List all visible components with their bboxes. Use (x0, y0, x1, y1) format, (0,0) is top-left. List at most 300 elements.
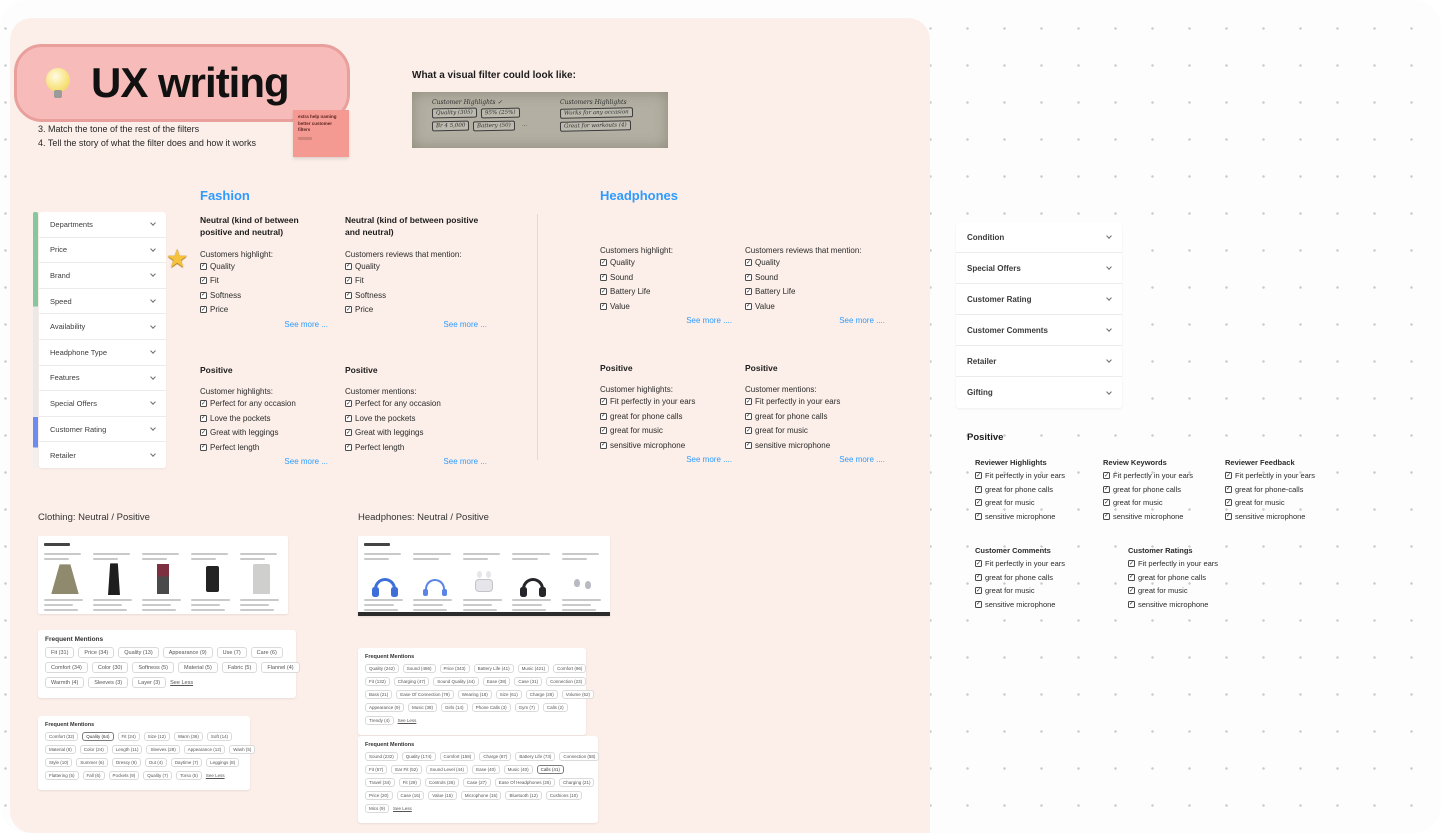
mention-tag[interactable]: Softness (5) (132, 662, 174, 673)
product-price-line (562, 599, 601, 601)
mention-tag[interactable]: Sleeves (3) (88, 677, 128, 688)
tag-row (365, 716, 579, 725)
see-less-link[interactable]: See Less (393, 806, 412, 811)
filter-menu-label: Availability (50, 322, 86, 332)
filter-menu-label: Condition (967, 232, 1005, 242)
filter-checkbox[interactable] (345, 414, 487, 423)
mention-tag[interactable]: Soft (14) (207, 732, 232, 741)
filter-checkbox[interactable] (1103, 471, 1225, 480)
checkbox-checked-icon: ✓ (345, 444, 352, 451)
mention-tag[interactable]: Out (4) (145, 758, 167, 767)
checkbox-checked-icon: ✓ (345, 306, 352, 313)
product-title-line (240, 558, 265, 560)
chevron-down-icon (150, 451, 156, 457)
mention-tag[interactable]: Size (61) (496, 690, 522, 699)
left-filter-menu (39, 212, 166, 468)
mention-tag[interactable]: Color (24) (80, 745, 108, 754)
product-card[interactable] (240, 551, 282, 613)
product-onear-image (425, 579, 445, 590)
filter-checkbox[interactable] (975, 586, 1097, 595)
see-less-link[interactable]: See Less (170, 679, 194, 686)
mention-tag[interactable]: Charge (87) (479, 752, 511, 761)
mention-tag[interactable]: Phone Calls (3) (472, 703, 511, 712)
sketch-tag: Quality (305) (432, 108, 477, 119)
filter-checkbox[interactable] (1128, 586, 1250, 595)
mention-tag[interactable]: Color (30) (92, 662, 128, 673)
mention-tag[interactable]: Quality (174) (402, 752, 436, 761)
mention-tag[interactable]: Cushions (10) (546, 791, 582, 800)
mention-tag[interactable]: Warm (36) (174, 732, 203, 741)
product-meta-line (191, 609, 225, 611)
chevron-down-icon (1106, 264, 1112, 270)
filter-checkbox[interactable] (345, 399, 487, 408)
mention-tag[interactable]: Case (16) (397, 791, 425, 800)
filter-menu-item[interactable] (956, 253, 1122, 284)
product-row (44, 551, 282, 613)
mention-tag[interactable]: Music (38) (408, 703, 437, 712)
checkbox-checked-icon: ✓ (975, 574, 982, 580)
filter-menu-label: Customer Rating (967, 294, 1032, 304)
mention-tag[interactable]: Fit (57) (365, 765, 387, 774)
product-title-line (512, 558, 537, 560)
mention-tag[interactable]: Use (7) (217, 647, 247, 658)
sticky-note[interactable] (293, 110, 349, 157)
mention-tag[interactable]: Bluetooth (12) (505, 791, 541, 800)
mention-tag[interactable]: Fit (132) (365, 677, 390, 686)
product-card[interactable] (142, 551, 184, 613)
right-filter-menu (956, 222, 1122, 408)
mention-tag[interactable]: Trendy (4) (365, 716, 394, 725)
mention-tag[interactable]: Calls (2) (543, 703, 568, 712)
checkbox-label: Fit perfectly in your ears (755, 397, 841, 407)
see-more-link[interactable]: See more .... (839, 316, 885, 325)
filter-checkbox[interactable] (975, 512, 1097, 521)
filter-checkbox[interactable] (200, 291, 328, 300)
mention-tag[interactable]: Ease (38) (483, 677, 511, 686)
checkbox-label: sensitive microphone (1138, 599, 1209, 609)
filter-checkbox[interactable] (345, 305, 487, 314)
filter-checkbox[interactable] (600, 302, 732, 311)
filter-checkbox[interactable] (975, 485, 1097, 494)
mention-tag[interactable]: Comfort (32) (45, 732, 78, 741)
checkbox-checked-icon: ✓ (600, 303, 607, 309)
mentions-title: Frequent Mentions (365, 654, 415, 660)
checkbox-checked-icon: ✓ (600, 427, 607, 434)
checkbox-checked-icon: ✓ (200, 444, 207, 451)
filter-checkbox[interactable] (600, 397, 732, 406)
product-title-line (191, 558, 216, 560)
checkbox-label: Fit perfectly in your ears (1235, 471, 1316, 480)
checkbox-checked-icon: ✓ (1225, 513, 1232, 519)
filter-menu-label: Customer Comments (967, 325, 1048, 335)
filter-checkbox[interactable] (600, 441, 732, 450)
mention-tag[interactable]: Connection (58) (559, 752, 599, 761)
tag-row (365, 703, 579, 712)
mention-tag[interactable]: Battery Life (41) (474, 664, 514, 673)
filter-checkbox[interactable] (745, 441, 885, 450)
filter-checkbox[interactable] (1103, 512, 1225, 521)
product-title-line (93, 553, 130, 555)
mention-tag[interactable]: Appearance (9) (365, 703, 404, 712)
checkbox-label: Sound (755, 272, 779, 282)
mention-tag[interactable]: Comfort (158) (440, 752, 476, 761)
product-price-line (93, 599, 132, 601)
clothing-products-screenshot[interactable] (38, 536, 288, 614)
mentions-title: Frequent Mentions (45, 636, 104, 643)
product-card[interactable] (562, 551, 604, 613)
mention-tag[interactable]: Volume (52) (562, 690, 594, 699)
filter-checkbox[interactable] (600, 273, 732, 282)
checkbox-checked-icon: ✓ (345, 415, 352, 422)
see-less-link[interactable]: See Less (397, 718, 417, 723)
mention-tag[interactable]: Quality (13) (118, 647, 158, 658)
mention-tag[interactable]: Length (11) (112, 745, 143, 754)
product-dress-short-image (206, 566, 219, 592)
mention-tag[interactable]: Pockets (9) (109, 771, 140, 780)
mention-tag[interactable]: Case (27) (463, 778, 491, 787)
mention-tag[interactable]: Music (40) (504, 765, 533, 774)
filter-checkbox[interactable] (745, 273, 885, 282)
filter-checkbox[interactable] (745, 258, 885, 267)
product-title-line (463, 553, 500, 555)
mention-tag[interactable]: Leggings (8) (206, 758, 239, 767)
product-image (413, 561, 455, 597)
checkbox-checked-icon: ✓ (345, 400, 352, 407)
mention-tag[interactable]: Comfort (96) (553, 664, 586, 673)
checkbox-checked-icon: ✓ (975, 486, 982, 492)
checkbox-checked-icon: ✓ (600, 413, 607, 420)
filter-menu-item[interactable] (39, 212, 166, 238)
filter-checkbox[interactable] (975, 559, 1097, 568)
mention-tag[interactable]: Bass (21) (365, 690, 392, 699)
star-icon[interactable]: ★ (166, 245, 189, 273)
group-heading: Positive (745, 363, 778, 373)
filter-menu-item[interactable] (39, 391, 166, 417)
mention-tag[interactable]: Sound (232) (365, 752, 398, 761)
checkbox-checked-icon: ✓ (345, 429, 352, 436)
mention-tag[interactable]: Summer (6) (76, 758, 108, 767)
checkbox-checked-icon: ✓ (975, 560, 982, 567)
filter-checkbox[interactable] (1128, 573, 1250, 582)
checkbox-label: sensitive microphone (985, 511, 1056, 521)
filter-checkbox[interactable] (975, 573, 1097, 582)
mention-tag[interactable]: Quality (242) (365, 664, 399, 673)
filter-checkbox[interactable] (200, 428, 328, 437)
tag-row (45, 745, 252, 754)
mention-tag[interactable]: Case (31) (514, 677, 542, 686)
mention-tag[interactable]: Appearance (9) (163, 647, 213, 658)
mention-tag[interactable]: Gym (7) (515, 703, 539, 712)
filter-menu-item[interactable] (39, 314, 166, 340)
filter-checkbox[interactable] (1225, 471, 1347, 480)
filter-checkbox[interactable] (345, 443, 487, 452)
filter-menu-item[interactable] (956, 377, 1122, 408)
filter-checkbox[interactable] (745, 397, 885, 406)
filter-checkbox[interactable] (600, 412, 732, 421)
see-more-link[interactable]: See more ... (284, 457, 328, 467)
mention-tag[interactable]: Travel (34) (365, 778, 395, 787)
product-card[interactable] (44, 551, 86, 613)
tag-row (45, 677, 289, 688)
checkbox-label: Great with leggings (210, 428, 279, 438)
filter-checkbox[interactable] (1103, 498, 1225, 507)
filter-menu-item[interactable] (39, 263, 166, 289)
filter-checkbox[interactable] (745, 287, 885, 296)
checkbox-label: great for phone calls (610, 411, 683, 421)
checkbox-checked-icon: ✓ (975, 601, 982, 607)
mention-tag[interactable]: Charging (21) (559, 778, 595, 787)
checkbox-label: Quality (210, 261, 235, 271)
mention-tag[interactable]: Ear Fit (52) (391, 765, 422, 774)
mention-tag[interactable]: Fall (6) (83, 771, 105, 780)
product-rating-line (142, 604, 171, 606)
checkbox-checked-icon: ✓ (745, 398, 752, 405)
checkbox-checked-icon: ✓ (200, 429, 207, 436)
see-more-link[interactable]: See more ... (284, 319, 328, 329)
filter-checkbox[interactable] (200, 414, 328, 423)
filter-menu-item[interactable] (39, 442, 166, 468)
mention-tag[interactable]: Music (421) (518, 664, 550, 673)
mention-tag[interactable]: Connection (23) (546, 677, 586, 686)
product-earbuds-case-image (476, 580, 492, 591)
mention-tag[interactable]: Size (12) (144, 732, 170, 741)
mention-tag[interactable]: Charging (47) (394, 677, 430, 686)
mention-tag[interactable]: Sound Level (44) (426, 765, 468, 774)
filter-menu-item[interactable] (956, 284, 1122, 315)
filter-checkbox[interactable] (600, 426, 732, 435)
reviewer-highlights-group (975, 458, 1097, 525)
filter-menu-label: Retailer (50, 450, 76, 460)
see-more-link[interactable]: See more .... (686, 316, 732, 325)
filter-menu-label: Departments (50, 219, 93, 229)
mention-tag[interactable]: Fabric (5) (222, 662, 258, 673)
filter-checkbox[interactable] (345, 291, 487, 300)
product-image (142, 561, 184, 597)
mention-tag[interactable]: Battery Life (73) (515, 752, 555, 761)
filter-checkbox[interactable] (200, 305, 328, 314)
filter-checkbox[interactable] (345, 262, 487, 271)
mention-tag[interactable]: Sound Quality (44) (433, 677, 479, 686)
filter-checkbox[interactable] (200, 443, 328, 452)
mention-tag[interactable]: Price (34) (78, 647, 114, 658)
mention-tag[interactable]: Sleeves (28) (146, 745, 179, 754)
mention-tag[interactable]: Mics (9) (365, 804, 389, 813)
product-top-pants-image (157, 564, 169, 594)
product-image (191, 561, 233, 597)
filter-checkbox[interactable] (975, 498, 1097, 507)
filter-checkbox[interactable] (600, 287, 732, 296)
checkbox-label: Quality (610, 258, 635, 267)
checkbox-checked-icon: ✓ (600, 259, 607, 266)
checkbox-label: great for music (1235, 498, 1285, 507)
checkbox-checked-icon: ✓ (200, 277, 207, 284)
mention-tag[interactable]: Fit (29) (399, 778, 421, 787)
filter-checkbox[interactable] (745, 412, 885, 421)
filter-checkbox[interactable] (1225, 498, 1347, 507)
filter-menu-item[interactable] (39, 366, 166, 392)
chevron-down-icon (150, 323, 156, 329)
mention-tag[interactable]: Fit (24) (118, 732, 140, 741)
product-card[interactable] (191, 551, 233, 613)
see-more-link[interactable]: See more ... (443, 319, 487, 329)
product-price-line (463, 599, 502, 601)
filter-checkbox[interactable] (745, 426, 885, 435)
checkbox-label: Fit perfectly in your ears (985, 471, 1066, 480)
filter-checkbox[interactable] (745, 302, 885, 311)
mention-tag[interactable]: Value (15) (428, 791, 456, 800)
product-meta-line (93, 609, 127, 611)
tag-row (365, 804, 591, 813)
filter-checkbox[interactable] (1225, 512, 1347, 521)
product-title-line (142, 558, 167, 560)
filter-checkbox[interactable] (1128, 559, 1250, 568)
sketch-caption: What a visual filter could look like: (412, 70, 576, 81)
filter-menu-label: Special Offers (967, 263, 1021, 273)
sketch-tag: Great for workouts (4) (560, 120, 631, 131)
headphones-neutral-highlight-group (600, 246, 732, 325)
clothing-frequent-mentions-card (38, 630, 296, 698)
filter-checkbox[interactable] (975, 471, 1097, 480)
mention-tag[interactable]: Calls (41) (537, 765, 564, 774)
see-less-link[interactable]: See Less (205, 773, 225, 778)
tag-row (365, 778, 591, 787)
product-card[interactable] (93, 551, 135, 613)
filter-checkbox[interactable] (200, 399, 328, 408)
mention-tag[interactable]: Quality (7) (143, 771, 172, 780)
filter-checkbox[interactable] (200, 276, 328, 285)
checkbox-checked-icon: ✓ (600, 288, 607, 295)
chevron-down-icon (150, 374, 156, 380)
mention-tag[interactable]: Wash (5) (229, 745, 255, 754)
checkbox-label: Fit perfectly in your ears (985, 559, 1066, 568)
checkbox-checked-icon: ✓ (975, 472, 982, 479)
filter-checkbox[interactable] (345, 428, 487, 437)
mention-tag[interactable]: Girls (14) (441, 703, 468, 712)
mention-tag[interactable]: Appearance (12) (184, 745, 226, 754)
mention-tag[interactable]: Care (6) (251, 647, 283, 658)
checkbox-checked-icon: ✓ (200, 263, 207, 270)
headphones-frequent-mentions-card (358, 648, 591, 735)
tag-row (365, 664, 583, 673)
filter-checkbox[interactable] (200, 262, 328, 271)
product-row (364, 551, 604, 613)
checkbox-label: Fit perfectly in your ears (1113, 471, 1194, 480)
mention-tag[interactable]: Layer (3) (132, 677, 166, 688)
checkbox-label: Perfect length (210, 442, 260, 452)
filter-menu-label: Features (50, 373, 80, 383)
filter-sketch-photo[interactable] (412, 92, 668, 148)
filter-checkbox[interactable] (1103, 485, 1225, 494)
checkbox-label: great for phone calls (755, 411, 828, 421)
checkbox-checked-icon: ✓ (1103, 499, 1110, 506)
product-meta-line (44, 609, 78, 611)
filter-menu-item[interactable] (956, 315, 1122, 346)
instruction-item: 4. Tell the story of what the filter does and how it works (38, 138, 256, 148)
checkbox-label: Fit perfectly in your ears (1138, 559, 1219, 568)
see-more-link[interactable]: See more ... (443, 457, 487, 467)
instruction-item: 3. Match the tone of the rest of the filters (38, 124, 200, 134)
tag-row (365, 752, 596, 761)
filter-menu-item[interactable] (39, 238, 166, 264)
mention-tag[interactable]: Fit (31) (45, 647, 74, 658)
mention-tag[interactable]: Torso (5) (176, 771, 202, 780)
mention-tag[interactable]: Quality (64) (82, 732, 113, 741)
product-title-line (512, 553, 549, 555)
filter-menu-item[interactable] (956, 346, 1122, 377)
board-title: UX writing (91, 59, 289, 106)
mention-tag[interactable]: Comfort (34) (45, 662, 88, 673)
mention-tag[interactable]: Material (8) (45, 745, 76, 754)
checkbox-label: Softness (355, 290, 387, 300)
filter-checkbox[interactable] (1225, 485, 1347, 494)
mention-tag[interactable]: Sound (486) (403, 664, 436, 673)
filter-checkbox[interactable] (600, 258, 732, 267)
product-rating-line (364, 604, 394, 606)
mention-tag[interactable]: Flannel (4) (261, 662, 299, 673)
checkbox-label: Quality (355, 261, 380, 271)
checkbox-label: Love the pockets (355, 413, 416, 423)
filter-checkbox[interactable] (975, 600, 1097, 609)
product-skirt-image (50, 564, 80, 594)
filter-checkbox[interactable] (1128, 600, 1250, 609)
checkbox-checked-icon: ✓ (975, 513, 982, 519)
checkbox-label: Fit (210, 276, 219, 286)
product-card[interactable] (512, 551, 554, 613)
screenshot-footer-bar (358, 612, 610, 616)
filter-menu-item[interactable] (39, 417, 166, 443)
headphones-frequent-mentions-card-2 (358, 736, 598, 823)
group-label: Reviewer Feedback (1225, 458, 1295, 467)
reviewer-feedback-group (1225, 458, 1347, 525)
mention-tag[interactable]: Flattering (5) (45, 771, 79, 780)
checkbox-checked-icon: ✓ (600, 274, 607, 280)
tag-row (365, 690, 591, 699)
checkbox-checked-icon: ✓ (745, 274, 752, 280)
checkbox-label: Quality (755, 258, 780, 267)
mention-tag[interactable]: Style (10) (45, 758, 72, 767)
headphones-products-screenshot[interactable] (358, 536, 610, 616)
filter-checkbox[interactable] (345, 276, 487, 285)
collapsed-filter-strip[interactable] (33, 212, 38, 468)
mention-tag[interactable]: Price (20) (365, 791, 393, 800)
mention-tag[interactable]: Microphone (15) (461, 791, 502, 800)
mention-tag[interactable]: Wearing (18) (458, 690, 492, 699)
clothing-strip-label: Clothing: Neutral / Positive (38, 512, 150, 523)
mention-tag[interactable]: Daytime (7) (171, 758, 202, 767)
mention-tag[interactable]: Ease Of Headphones (25) (495, 778, 555, 787)
filter-menu-item[interactable] (956, 222, 1122, 253)
mention-tag[interactable]: Material (5) (178, 662, 218, 673)
mention-tag[interactable]: Price (343) (440, 664, 470, 673)
see-more-link[interactable]: See more .... (686, 455, 732, 465)
mention-tag[interactable]: Dressy (9) (112, 758, 141, 767)
product-image (44, 561, 86, 597)
filter-menu-item[interactable] (39, 340, 166, 366)
mention-tag[interactable]: Charge (28) (526, 690, 558, 699)
mention-tag[interactable]: Ease Of Connection (79) (396, 690, 454, 699)
product-card[interactable] (364, 551, 406, 613)
product-card[interactable] (413, 551, 455, 613)
filter-menu-item[interactable] (39, 289, 166, 315)
sticky-author-mark (298, 137, 312, 140)
mention-tag[interactable]: Controls (26) (425, 778, 459, 787)
mention-tag[interactable]: Warmth (4) (45, 677, 84, 688)
mention-tag[interactable]: Ease (40) (472, 765, 500, 774)
checkbox-label: Price (210, 305, 229, 315)
product-card[interactable] (463, 551, 505, 613)
checkbox-checked-icon: ✓ (745, 259, 752, 266)
see-more-link[interactable]: See more .... (839, 455, 885, 465)
